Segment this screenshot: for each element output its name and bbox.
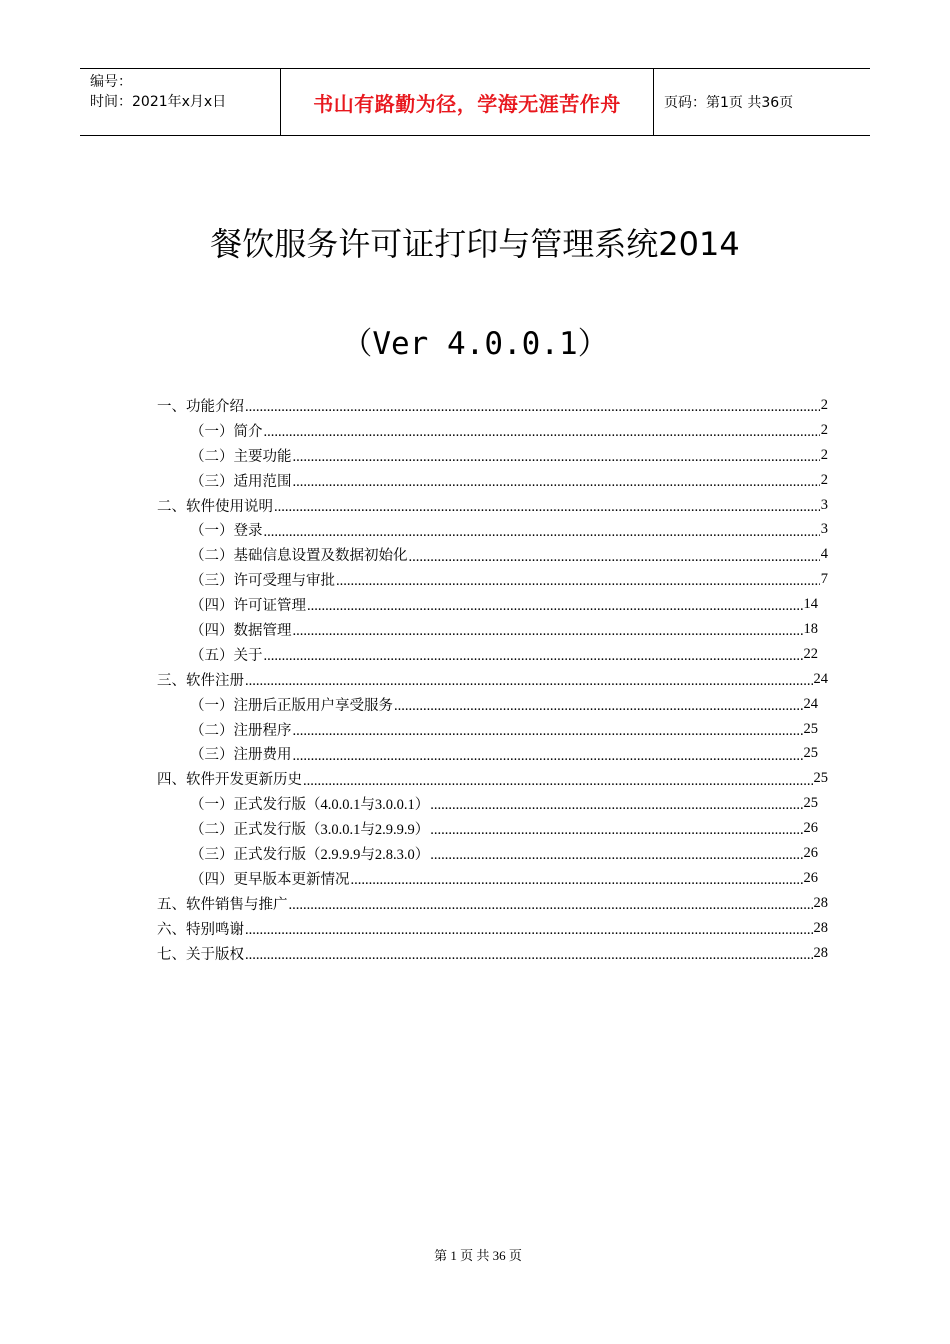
toc-entry-page: 22 <box>803 645 818 662</box>
document-header-table <box>80 68 870 136</box>
toc-entry[interactable] <box>157 866 828 891</box>
toc-entry-title: （二）基础信息设置及数据初始化 <box>190 548 408 565</box>
toc-dot-leader <box>430 798 802 813</box>
footer-page-text: 第 1 页 共 36 页 <box>434 1248 522 1263</box>
toc-entry-page: 3 <box>820 496 828 513</box>
toc-entry-page: 26 <box>803 844 818 861</box>
toc-dot-leader <box>289 898 813 913</box>
toc-entry[interactable] <box>157 468 828 493</box>
toc-dot-leader <box>293 450 820 465</box>
toc-entry[interactable] <box>157 567 828 592</box>
toc-entry-page: 2 <box>820 471 828 488</box>
toc-entry-title: （五）关于 <box>190 647 263 664</box>
toc-entry-page: 28 <box>813 894 828 911</box>
toc-dot-leader <box>245 674 813 689</box>
toc-entry-title: （三）许可受理与审批 <box>190 573 335 590</box>
toc-entry[interactable] <box>157 692 828 717</box>
toc-dot-leader <box>245 948 813 963</box>
toc-entry-title: （三）正式发行版（2.9.9.9与2.8.3.0） <box>190 846 430 863</box>
toc-entry-title: （三）注册费用 <box>190 747 292 764</box>
toc-entry-title: （一）简介 <box>190 423 263 440</box>
header-meta-cell <box>80 69 281 135</box>
toc-entry-title: 七、关于版权 <box>157 946 244 963</box>
toc-dot-leader <box>264 525 820 540</box>
toc-dot-leader <box>264 649 803 664</box>
toc-dot-leader <box>394 699 803 714</box>
toc-entry[interactable] <box>157 443 828 468</box>
toc-entry[interactable] <box>157 891 828 916</box>
toc-entry[interactable] <box>157 791 828 816</box>
document-time-label: 时间：2021年x月x日 <box>90 94 227 110</box>
toc-entry[interactable] <box>157 816 828 841</box>
toc-dot-leader <box>351 873 803 888</box>
toc-entry-page: 14 <box>803 596 818 613</box>
toc-entry[interactable] <box>157 393 828 418</box>
toc-entry-page: 28 <box>813 944 828 961</box>
toc-entry-title: 二、软件使用说明 <box>157 498 273 515</box>
toc-entry[interactable] <box>157 741 828 766</box>
toc-entry[interactable] <box>157 493 828 518</box>
toc-dot-leader <box>274 500 820 515</box>
toc-entry-title: （四）更早版本更新情况 <box>190 871 350 888</box>
toc-entry-page: 26 <box>803 869 818 886</box>
toc-dot-leader <box>293 624 803 639</box>
document-title: 餐饮服务许可证打印与管理系统2014 <box>210 225 740 263</box>
toc-entry[interactable] <box>157 766 828 791</box>
toc-entry-title: （四）许可证管理 <box>190 598 306 615</box>
toc-dot-leader <box>245 923 813 938</box>
header-motto-cell <box>281 69 654 135</box>
toc-entry[interactable] <box>157 667 828 692</box>
toc-entry-title: （二）主要功能 <box>190 448 292 465</box>
toc-entry-page: 24 <box>803 695 818 712</box>
toc-entry[interactable] <box>157 642 828 667</box>
toc-dot-leader <box>430 823 802 838</box>
toc-entry[interactable] <box>157 841 828 866</box>
toc-entry-title: 六、特别鸣谢 <box>157 921 244 938</box>
toc-entry-title: 五、软件销售与推广 <box>157 896 288 913</box>
toc-entry[interactable] <box>157 717 828 742</box>
toc-entry-page: 2 <box>820 396 828 413</box>
toc-entry-page: 2 <box>820 446 828 463</box>
toc-entry-title: （一）正式发行版（4.0.0.1与3.0.0.1） <box>190 797 430 814</box>
toc-entry-page: 28 <box>813 919 828 936</box>
toc-dot-leader <box>336 574 820 589</box>
toc-entry[interactable] <box>157 542 828 567</box>
toc-entry-title: （四）数据管理 <box>190 622 292 639</box>
toc-entry-page: 25 <box>813 770 828 787</box>
toc-dot-leader <box>293 724 803 739</box>
toc-entry[interactable] <box>157 916 828 941</box>
toc-entry-title: （二）注册程序 <box>190 722 292 739</box>
toc-entry-page: 25 <box>803 720 818 737</box>
toc-dot-leader <box>245 400 820 415</box>
toc-dot-leader <box>409 550 820 565</box>
header-motto: 书山有路勤为径，学海无涯苦作舟 <box>313 91 621 116</box>
toc-entry-title: （一）注册后正版用户享受服务 <box>190 697 393 714</box>
toc-entry[interactable] <box>157 617 828 642</box>
toc-entry[interactable] <box>157 592 828 617</box>
toc-entry-page: 18 <box>803 620 818 637</box>
toc-entry-page: 4 <box>820 546 828 563</box>
document-version: （Ver 4.0.0.1） <box>341 326 609 362</box>
document-number-label: 编号： <box>90 74 132 90</box>
toc-entry-title: 三、软件注册 <box>157 672 244 689</box>
toc-entry[interactable] <box>157 941 828 966</box>
toc-entry-page: 25 <box>803 795 818 812</box>
toc-entry[interactable] <box>157 418 828 443</box>
toc-entry-title: 四、软件开发更新历史 <box>157 772 302 789</box>
toc-entry[interactable] <box>157 517 828 542</box>
toc-entry-page: 2 <box>820 421 828 438</box>
toc-dot-leader <box>264 425 820 440</box>
toc-entry-title: （三）适用范围 <box>190 473 292 490</box>
toc-entry-page: 26 <box>803 820 818 837</box>
toc-dot-leader <box>307 599 803 614</box>
toc-dot-leader <box>430 848 802 863</box>
toc-dot-leader <box>293 749 803 764</box>
toc-dot-leader <box>303 774 813 789</box>
toc-entry-title: （二）正式发行版（3.0.0.1与2.9.9.9） <box>190 822 430 839</box>
page-footer <box>0 1245 950 1264</box>
toc-entry-page: 7 <box>820 571 828 588</box>
toc-entry-title: （一）登录 <box>190 523 263 540</box>
toc-entry-page: 3 <box>820 521 828 538</box>
toc-entry-page: 25 <box>803 745 818 762</box>
table-of-contents <box>157 393 828 965</box>
toc-dot-leader <box>293 475 820 490</box>
toc-entry-page: 24 <box>813 670 828 687</box>
header-page-cell <box>654 69 870 135</box>
header-page-label: 页码：第1页 共36页 <box>664 95 794 111</box>
toc-entry-title: 一、功能介绍 <box>157 398 244 415</box>
